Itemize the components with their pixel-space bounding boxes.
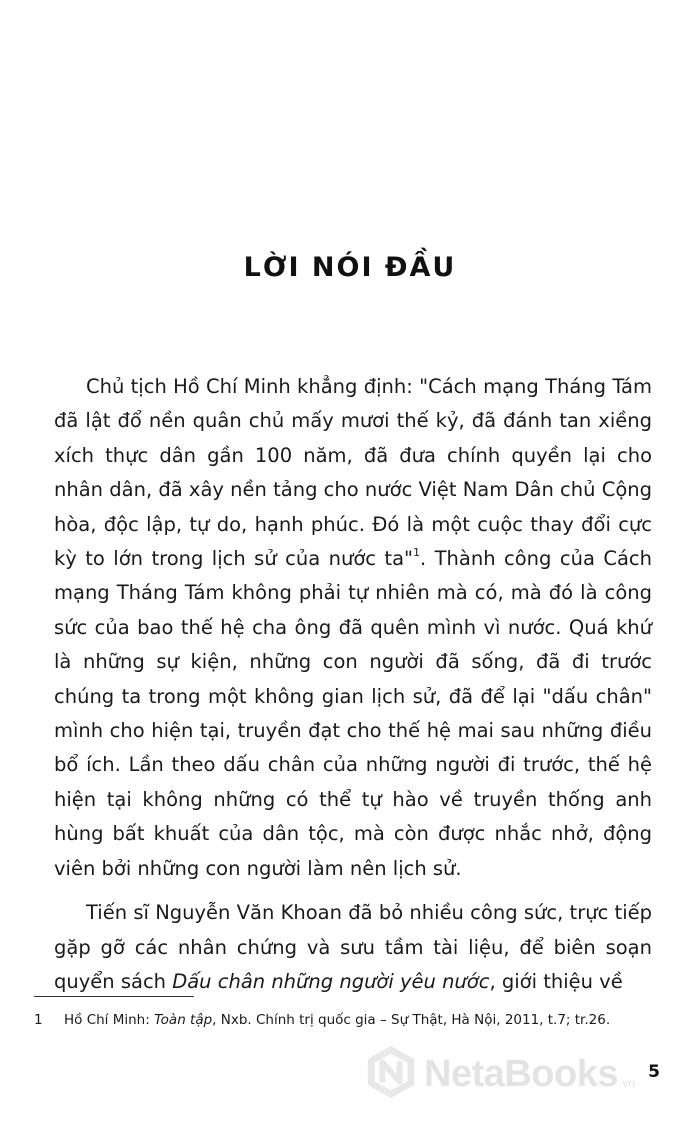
- footnote-divider: [34, 996, 194, 997]
- footnote-work-title: Toàn tập: [154, 1012, 213, 1028]
- paragraph-2-part-2: , giới thiệu về: [489, 969, 623, 993]
- paragraph-2-part-1: Tiến sĩ Nguyễn Văn Khoan đã bỏ nhiều công sức, trực tiếp gặp gỡ các nhân chứng và sưu tầm tài liệu, để biên soạn quyển sách: [54, 901, 652, 993]
- paragraph-2: [54, 896, 652, 999]
- footnote: [34, 1012, 674, 1028]
- page-number: 5: [648, 1062, 660, 1082]
- watermark-suffix: .vn: [619, 1076, 636, 1090]
- footnote-citation: , Nxb. Chính trị quốc gia – Sự Thật, Hà Nội, 2011, t.7; tr.26.: [212, 1012, 611, 1028]
- book-title-italic: Dấu chân những người yêu nước: [172, 969, 490, 993]
- watermark-text: NetaBooks: [424, 1052, 618, 1095]
- footnote-reference[interactable]: 1: [413, 546, 420, 560]
- footnote-number: 1: [34, 1012, 43, 1028]
- paragraph-1-part-1: Chủ tịch Hồ Chí Minh khẳng định: "Cách mạng Tháng Tám đã lật đổ nền quân chủ mấy mươi thế kỷ, đã đánh tan xiềng xích thực dân gần 100 năm, đã đưa chính quyền lại cho nhân dân, đã xây nền tảng cho nước Việt Nam Dân chủ Cộng hòa, độc lập, tự do, hạnh phúc. Đó là một cuộc thay đổi cực kỳ to lớn trong lịch sử của nước ta": [54, 375, 652, 571]
- watermark: [362, 1044, 635, 1104]
- paragraph-1: [54, 370, 652, 886]
- footnote-author: Hồ Chí Minh:: [64, 1012, 155, 1028]
- page-heading: LỜI NÓI ĐẦU: [243, 252, 457, 283]
- body-text: [54, 370, 652, 999]
- netabooks-logo-icon: [362, 1043, 420, 1105]
- paragraph-1-part-2: . Thành công của Cách mạng Tháng Tám không phải tự nhiên mà có, mà đó là công sức của bao thế hệ cha ông đã quên mình vì nước. Quá khứ là những sự kiện, những con người đã sống, đã đi trước chúng ta trong một không gian lịch sử, đã để lại "dấu chân" mình cho hiện tại, truyền đạt cho thế hệ mai sau những điều bổ ích. Lần theo dấu chân của những người đi trước, thế hệ hiện tại không những có thể tự hào về truyền thống anh hùng bất khuất của dân tộc, mà còn được nhắc nhở, động viên bởi những con người làm nên lịch sử.: [54, 547, 652, 880]
